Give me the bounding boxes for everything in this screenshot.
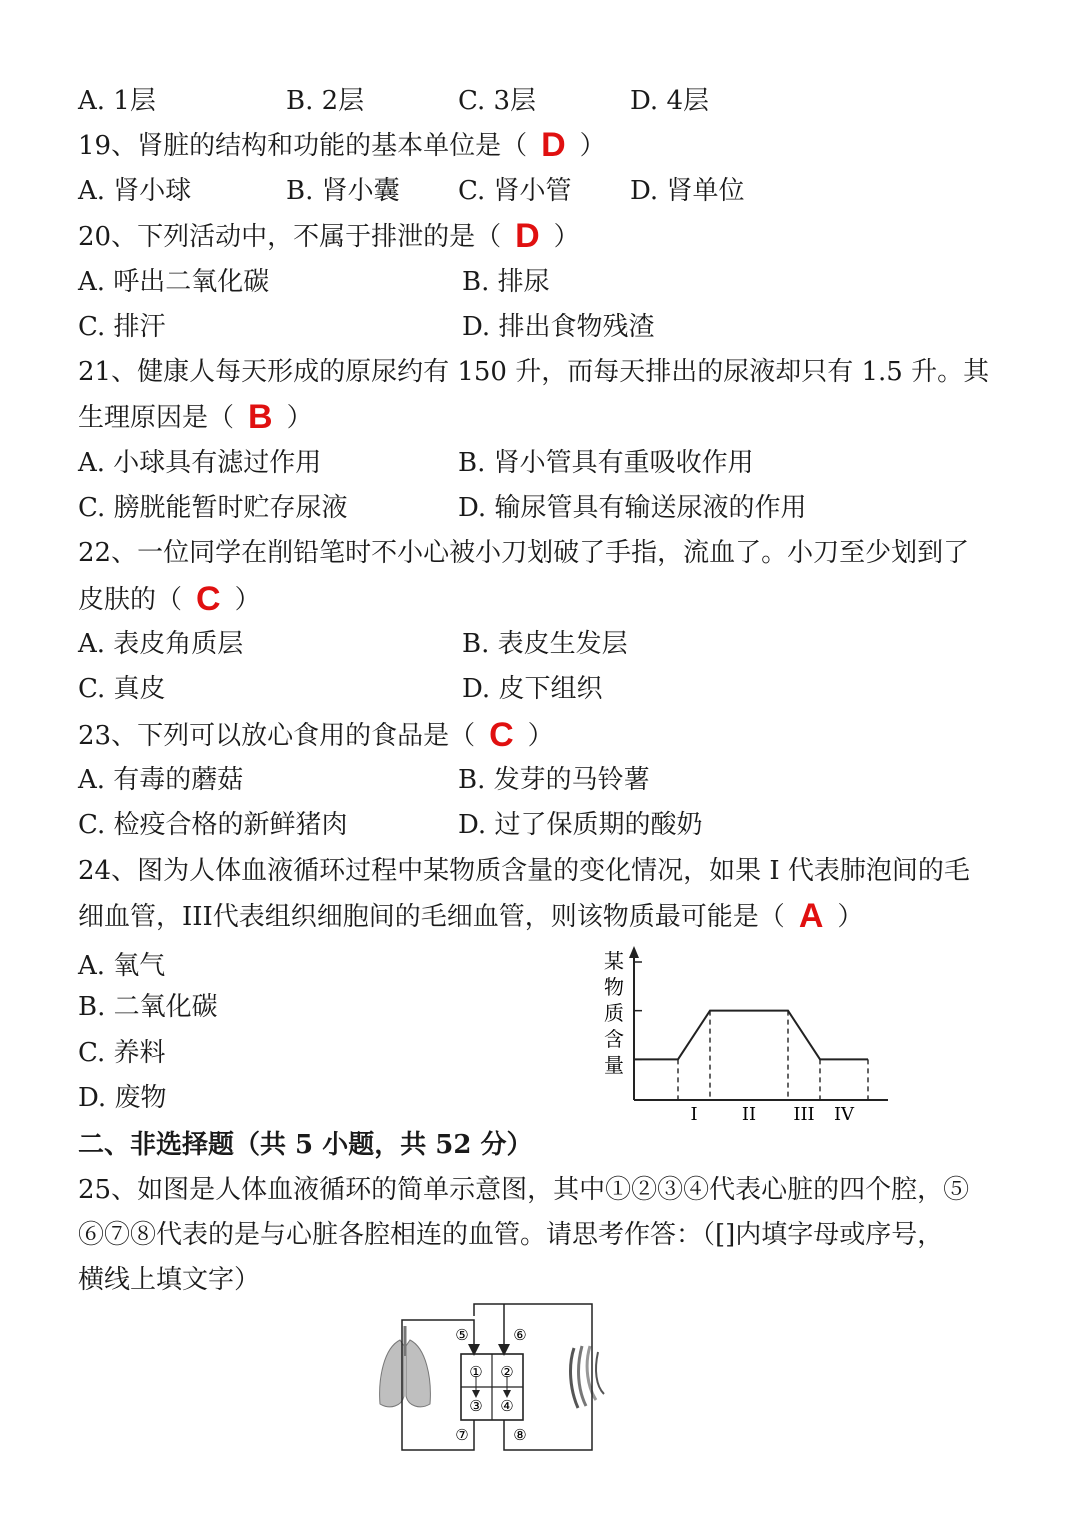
ylabel-char: 含 [604,1027,624,1051]
q18-option-c: C. 3层 [458,86,537,116]
chamber-3: ③ [469,1397,483,1415]
x-tick-label: II [741,1104,757,1125]
q23-option-d: D. 过了保质期的酸奶 [458,810,703,840]
chamber-4: ④ [500,1397,514,1415]
x-tick-label: IV [833,1104,855,1125]
tissue-icon [571,1346,604,1408]
q20-option-c: C. 排汗 [78,312,166,342]
q18-option-d: D. 4层 [630,86,709,116]
q23-option-a: A. 有毒的蘑菇 [78,765,244,795]
q23-stem [78,718,554,752]
q23-answer: C [489,716,514,754]
q21-answer: B [248,398,273,436]
category-dashes [678,1011,868,1100]
vessel-8: ⑧ [513,1426,527,1444]
series-line [634,1011,868,1060]
q20-option-b: B. 排尿 [462,267,550,297]
q21-stem-line1: 21、健康人每天形成的原尿约有 150 升，而每天排出的尿液却只有 1.5 升。其 [78,357,990,387]
chamber-2: ② [500,1363,514,1381]
ylabel-char: 某 [604,949,624,973]
q22-stem-text: 皮肤的（ [78,585,183,615]
q20-stem-close: ） [553,222,580,252]
q21-stem-close: ） [286,403,313,433]
q21-option-c: C. 膀胱能暂时贮存尿液 [78,493,348,523]
ylabel-char: 物 [604,975,624,999]
q22-stem-close: ） [234,585,261,615]
q19-stem-close: ） [579,131,606,161]
q22-option-b: B. 表皮生发层 [462,629,628,659]
q23-option-c: C. 检疫合格的新鲜猪肉 [78,810,348,840]
q22-option-a: A. 表皮角质层 [78,629,244,659]
q20-option-a: A. 呼出二氧化碳 [78,267,270,297]
ylabel-char: 质 [604,1001,624,1025]
q18-option-b: B. 2层 [286,86,365,116]
q21-option-d: D. 输尿管具有输送尿液的作用 [458,493,807,523]
q25-stem-line3: 横线上填文字） [78,1265,261,1295]
q18-option-a: A. 1层 [78,86,156,116]
q21-stem [78,400,313,434]
q22-option-c: C. 真皮 [78,674,166,704]
vessel-6: ⑥ [513,1326,527,1344]
x-tick-labels [690,1104,855,1125]
q24-option-a: A. 氧气 [78,951,166,981]
q24-stem-close: ） [837,902,864,932]
vessel-7: ⑦ [455,1426,469,1444]
q24-option-d: D. 废物 [78,1083,167,1113]
q20-option-d: D. 排出食物残渣 [462,312,655,342]
x-tick-label: I [690,1104,698,1125]
q24-stem-text: 细血管，III代表组织细胞间的毛细血管，则该物质最可能是（ [78,902,785,932]
q19-option-d: D. 肾单位 [630,176,745,206]
q23-stem-close: ） [527,721,554,751]
lungs-icon [380,1326,431,1407]
q19-option-b: B. 肾小囊 [286,176,400,206]
q21-option-a: A. 小球具有滤过作用 [78,448,322,478]
q23-option-b: B. 发芽的马铃薯 [458,765,650,795]
q19-stem [78,128,606,162]
q20-stem [78,219,580,253]
q24-stem [78,899,863,933]
q19-answer: D [541,126,566,164]
q25-stem-line1: 25、如图是人体血液循环的简单示意图，其中①②③④代表心脏的四个腔，⑤ [78,1175,970,1205]
q25-stem-line2: ⑥⑦⑧代表的是与心脏各腔相连的血管。请思考作答：（[]内填字母或序号， [78,1220,944,1250]
q24-chart [590,940,900,1130]
q19-stem-text: 19、肾脏的结构和功能的基本单位是（ [78,131,528,161]
q23-stem-text: 23、下列可以放心食用的食品是（ [78,721,476,751]
q24-answer: A [798,897,824,935]
y-ticks [634,962,642,1059]
ylabel-char: 量 [604,1053,624,1077]
q21-option-b: B. 肾小管具有重吸收作用 [458,448,754,478]
q20-answer: D [515,217,540,255]
chamber-1: ① [469,1363,483,1381]
q24-option-c: C. 养料 [78,1038,166,1068]
chart-ylabel [604,949,624,1077]
q24-option-b: B. 二氧化碳 [78,992,218,1022]
q20-stem-text: 20、下列活动中，不属于排泄的是（ [78,222,502,252]
q22-answer: C [196,580,221,618]
circulation-diagram [370,1296,630,1466]
section2-title: 二、非选择题（共 5 小题，共 52 分） [78,1130,533,1160]
q19-option-a: A. 肾小球 [78,176,192,206]
q19-option-c: C. 肾小管 [458,176,572,206]
q21-stem-text: 生理原因是（ [78,403,235,433]
vessel-5: ⑤ [455,1326,469,1344]
q24-stem-line1: 24、图为人体血液循环过程中某物质含量的变化情况，如果 I 代表肺泡间的毛 [78,856,970,886]
y-axis-arrow [629,946,639,958]
q22-stem [78,582,261,616]
q22-option-d: D. 皮下组织 [462,674,603,704]
x-tick-label: III [793,1104,815,1125]
q22-stem-line1: 22、一位同学在削铅笔时不小心被小刀划破了手指，流血了。小刀至少划到了 [78,538,970,568]
